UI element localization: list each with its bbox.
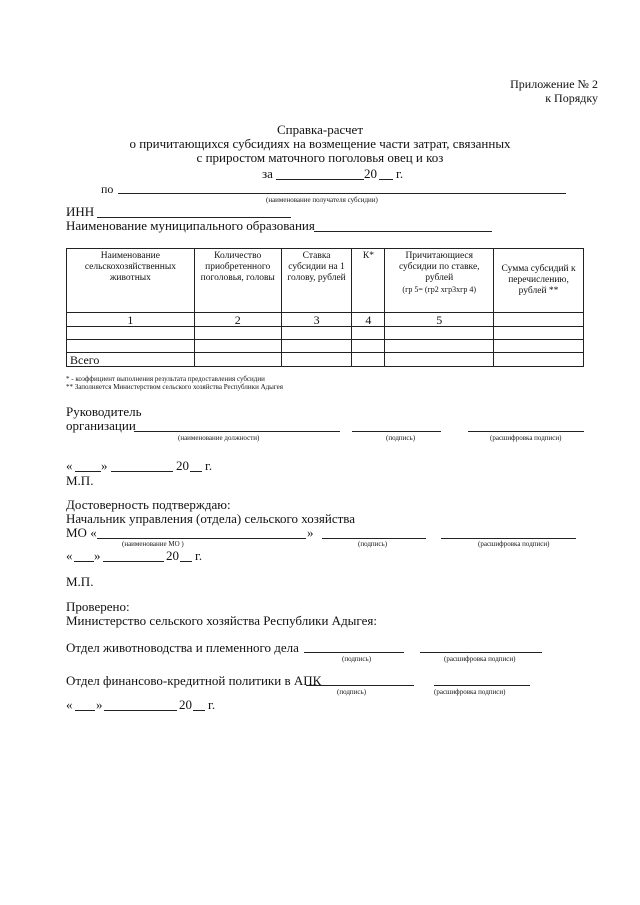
date2-year: 20 <box>166 548 179 563</box>
dept2-decode-caption: (расшифровка подписи) <box>434 688 506 696</box>
stamp-mark-1: М.П. <box>66 473 94 488</box>
cell[interactable] <box>352 340 385 353</box>
date3-day-field[interactable] <box>75 710 95 711</box>
total-label: Всего <box>67 353 195 367</box>
dept2-signature-field[interactable] <box>306 685 414 686</box>
confirm-line1: Достоверность подтверждаю: <box>66 497 231 512</box>
confirm-line2: Начальник управления (отдела) сельского хозяйства <box>66 511 356 526</box>
cell[interactable] <box>67 340 195 353</box>
cell[interactable] <box>494 340 584 353</box>
cell[interactable] <box>494 353 584 367</box>
confirm-signature-field[interactable] <box>322 538 426 539</box>
table-header-row <box>67 249 584 313</box>
dept1-signature-field[interactable] <box>304 652 404 653</box>
year-field[interactable] <box>379 179 393 180</box>
date2-day-field[interactable] <box>74 561 94 562</box>
dept1-decode-caption: (расшифровка подписи) <box>444 655 516 663</box>
confirm-decode-caption: (расшифровка подписи) <box>478 540 550 548</box>
date1-open: « <box>66 458 73 473</box>
head-signature-field[interactable] <box>352 431 441 432</box>
year-prefix: 20 <box>364 166 377 181</box>
date2-g: г. <box>195 548 203 563</box>
cell[interactable] <box>281 340 352 353</box>
header-due-subsidy <box>385 249 494 313</box>
table-row <box>67 340 584 353</box>
dept2-signature-caption: (подпись) <box>337 688 367 696</box>
inn-label: ИНН <box>66 204 95 219</box>
date3-year: 20 <box>179 697 192 712</box>
cell[interactable] <box>385 340 494 353</box>
date2-close: » <box>94 548 101 563</box>
municipality-field[interactable] <box>314 231 492 232</box>
dept2-decode-field[interactable] <box>434 685 530 686</box>
date2-open: « <box>66 548 73 563</box>
col-number-3: 3 <box>281 313 352 327</box>
subsidy-table <box>66 248 584 367</box>
header-k: К* <box>352 249 385 313</box>
cell[interactable] <box>194 353 281 367</box>
mo-open: МО « <box>66 525 97 540</box>
col-number-4: 4 <box>352 313 385 327</box>
date3-month-field[interactable] <box>104 710 177 711</box>
dept1-label: Отдел животноводства и племенного дела <box>66 640 299 655</box>
dept2-label: Отдел финансово-кредитной политики в АПК <box>66 673 322 688</box>
header-rate: Ставка субсидии на 1 голову, рублей <box>281 249 352 313</box>
date2-year-field[interactable] <box>180 561 192 562</box>
header-transfer-sum: Сумма субсидий к перечислению, рублей ** <box>494 249 584 313</box>
head-decode-caption: (расшифровка подписи) <box>490 434 562 442</box>
cell[interactable] <box>194 327 281 340</box>
table-total-row <box>67 353 584 367</box>
cell[interactable] <box>194 340 281 353</box>
col-number-6 <box>494 313 584 327</box>
position-field[interactable] <box>134 431 340 432</box>
checked-line2: Министерство сельского хозяйства Республики Адыгея: <box>66 613 377 628</box>
year-suffix: г. <box>396 166 404 181</box>
checked-line1: Проверено: <box>66 599 130 614</box>
recipient-field[interactable] <box>118 193 566 194</box>
mo-caption: (наименование МО ) <box>122 540 184 548</box>
cell[interactable] <box>281 353 352 367</box>
cell[interactable] <box>385 353 494 367</box>
header-quantity: Количество приобретенного поголовья, головы <box>194 249 281 313</box>
cell[interactable] <box>281 327 352 340</box>
head-line2: организации <box>66 418 136 433</box>
head-line1: Руководитель <box>66 404 142 419</box>
za-label: за <box>262 166 273 181</box>
cell[interactable] <box>67 327 195 340</box>
dept1-signature-caption: (подпись) <box>342 655 372 663</box>
table-number-row <box>67 313 584 327</box>
col-number-2: 2 <box>194 313 281 327</box>
doc-heading: Справка-расчет <box>276 122 364 137</box>
stamp-mark-2: М.П. <box>66 574 94 589</box>
date1-close: » <box>101 458 108 473</box>
cell[interactable] <box>352 327 385 340</box>
head-decode-field[interactable] <box>468 431 584 432</box>
confirm-decode-field[interactable] <box>441 538 576 539</box>
date1-day-field[interactable] <box>75 471 101 472</box>
doc-subtitle-line1: о причитающихся субсидиях на возмещение части затрат, связанных <box>129 136 511 151</box>
date2-month-field[interactable] <box>103 561 164 562</box>
period-field[interactable] <box>276 179 364 180</box>
municipality-label: Наименование муниципального образования <box>66 218 315 233</box>
header-due-subsidy-label: Причитающиеся субсидии по ставке, рублей <box>398 251 480 283</box>
cell[interactable] <box>494 327 584 340</box>
dept1-decode-field[interactable] <box>420 652 542 653</box>
doc-subtitle-line2: с приростом маточного поголовья овец и коз <box>196 150 444 165</box>
col-number-5: 5 <box>385 313 494 327</box>
date1-month-field[interactable] <box>111 471 173 472</box>
col-number-1: 1 <box>67 313 195 327</box>
confirm-signature-caption: (подпись) <box>358 540 388 548</box>
cell[interactable] <box>352 353 385 367</box>
header-animals: Наименование сельскохозяйственных животных <box>67 249 195 313</box>
appendix-line1: Приложение № 2 <box>510 77 598 91</box>
head-signature-caption: (подпись) <box>386 434 416 442</box>
date3-close: » <box>96 697 103 712</box>
date1-g: г. <box>205 458 213 473</box>
po-label: по <box>101 182 114 196</box>
date3-open: « <box>66 697 73 712</box>
recipient-caption: (наименование получателя субсидии) <box>266 196 378 204</box>
mo-close: » <box>307 525 314 540</box>
appendix-line2: к Порядку <box>545 91 598 105</box>
cell[interactable] <box>385 327 494 340</box>
table-row <box>67 327 584 340</box>
date3-year-field[interactable] <box>193 710 205 711</box>
date1-year: 20 <box>176 458 189 473</box>
date1-year-field[interactable] <box>190 471 202 472</box>
header-formula: (гр 5= (гр2 хгр3хгр 4) <box>402 285 477 294</box>
footnote-1: * - коэффициент выполнения результата предоставления субсидии <box>66 375 265 383</box>
mo-name-field[interactable] <box>97 538 306 539</box>
date3-g: г. <box>208 697 216 712</box>
position-caption: (наименование должности) <box>178 434 260 442</box>
footnote-2: ** Заполняется Министерством сельского хозяйства Республики Адыгея <box>66 383 283 391</box>
